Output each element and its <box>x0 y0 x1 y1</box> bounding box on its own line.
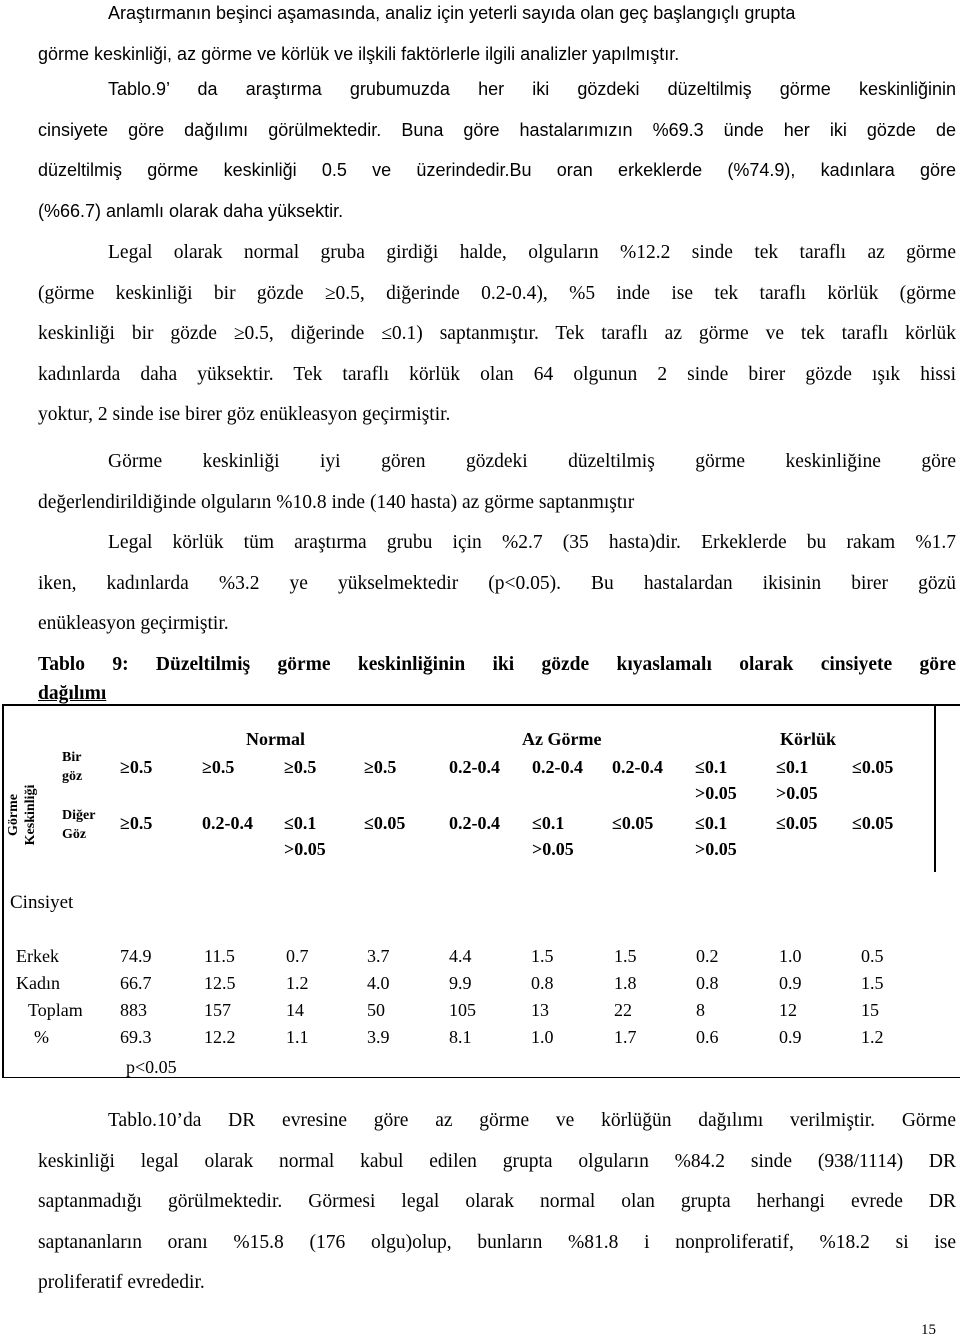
diger-goz-cell: 0.2-0.4 <box>202 813 253 833</box>
text-line: enükleasyon geçirmiştir. <box>38 613 229 634</box>
table-cell: 105 <box>449 1000 476 1020</box>
text-line: kadınlarda daha yüksektir. Tek taraflı körlük olan 64 olgunun 2 sinde birer gözde ışık hissi <box>38 363 956 385</box>
table-cell: 8 <box>696 1000 705 1020</box>
row-label-bir-goz <box>62 748 82 786</box>
table-cell: 1.5 <box>614 946 637 966</box>
table-cell: 0.8 <box>531 973 554 993</box>
bir-goz-cell <box>776 754 818 806</box>
side-label-line: Keskinliği <box>23 784 38 846</box>
diger-goz-cell: 0.2-0.4 <box>449 813 500 833</box>
row-label: % <box>34 1027 49 1047</box>
cell-line: >0.05 <box>695 783 737 803</box>
paragraph-2 <box>38 69 956 231</box>
text-line: Görme keskinliği iyi gören gözdeki düzeltilmiş görme keskinliğine göre <box>108 451 956 472</box>
diger-goz-cell: ≥0.5 <box>120 813 153 833</box>
header-normal: Normal <box>246 729 305 749</box>
text-line: Legal körlük tüm araştırma grubu için %2.7 (35 hasta)dir. Erkeklerde bu rakam %1.7 <box>108 532 956 553</box>
text-line: Araştırmanın beşinci aşamasında, analiz için yeterli sayıda olan geç başlangıçlı grupta <box>108 3 796 23</box>
row-label: Toplam <box>28 1000 83 1020</box>
cell-line: ≤0.1 <box>776 757 809 777</box>
header-az-gorme: Az Görme <box>522 729 602 749</box>
text-line: (görme keskinliği bir gözde ≥0.5, diğerinde 0.2-0.4), %5 inde ise tek taraflı körlük (görme <box>38 282 956 304</box>
bir-goz-cell: 0.2-0.4 <box>449 757 500 777</box>
table-cell: 4.4 <box>449 946 472 966</box>
table-cell: 1.0 <box>531 1027 554 1047</box>
text-line: proliferatif evrededir. <box>38 1272 205 1293</box>
table-cell: 1.2 <box>861 1027 884 1047</box>
table-cell: 1.5 <box>531 946 554 966</box>
table-cell: 12.2 <box>204 1027 236 1047</box>
table-cell: 50 <box>367 1000 385 1020</box>
table-caption <box>38 650 956 708</box>
bir-goz-cell <box>695 754 737 806</box>
cell-line: >0.05 <box>284 839 326 859</box>
cell-line: ≤0.1 <box>532 813 565 833</box>
diger-goz-cell: ≤0.05 <box>776 813 818 833</box>
diger-goz-cell <box>532 810 574 862</box>
table-cell: 1.0 <box>779 946 802 966</box>
page-number: 15 <box>921 1322 936 1338</box>
table-cell: 69.3 <box>120 1027 152 1047</box>
bir-goz-cell: 0.2-0.4 <box>612 757 663 777</box>
text-line: yoktur, 2 sinde ise birer göz enükleasyon geçirmiştir. <box>38 404 451 425</box>
table-cell: 1.7 <box>614 1027 637 1047</box>
side-label-line: Görme <box>6 794 21 836</box>
text-line: saptananların oranı %15.8 (176 olgu)olup, bunların %81.8 i nonproliferatif, %18.2 si ise <box>38 1231 956 1253</box>
table-cell: 3.9 <box>367 1027 390 1047</box>
table-cell: 74.9 <box>120 946 152 966</box>
cell-line: ≤0.1 <box>695 757 728 777</box>
table-cell: 13 <box>531 1000 549 1020</box>
text-line: görme keskinliği, az görme ve körlük ve ilşkili faktörlerle ilgili analizler yapılmıştır. <box>38 43 680 64</box>
table-cell: 22 <box>614 1000 632 1020</box>
table-cell: 3.7 <box>367 946 390 966</box>
header-korluk: Körlük <box>780 729 837 749</box>
table-cell: 1.2 <box>286 973 309 993</box>
text-line: Tablo.9’ da araştırma grubumuzda her iki gözdeki düzeltilmiş görme keskinliğinin <box>108 79 956 99</box>
paragraph-6 <box>38 1101 956 1304</box>
diger-goz-cell: ≤0.05 <box>852 813 894 833</box>
table-cell: 0.6 <box>696 1027 719 1047</box>
diger-goz-cell: ≤0.05 <box>612 813 654 833</box>
paragraph-4 <box>38 442 956 523</box>
bir-goz-cell: ≥0.5 <box>120 757 153 777</box>
text-line: saptanmadığı görülmektedir. Görmesi legal olarak normal olan grupta herhangi evrede DR <box>38 1191 956 1212</box>
text-line: keskinliği legal olarak normal kabul edilen grupta olguların %84.2 sinde (938/1114) DR <box>38 1150 956 1172</box>
cell-line: >0.05 <box>695 839 737 859</box>
table-cell: 883 <box>120 1000 147 1020</box>
text-line: keskinliği bir gözde ≥0.5, diğerinde ≤0.1) saptanmıştır. Tek taraflı az görme ve tek taraflı körlük <box>38 323 956 344</box>
cell-line: ≤0.1 <box>284 813 317 833</box>
table-cell: 8.1 <box>449 1027 472 1047</box>
table-cell: 0.7 <box>286 946 309 966</box>
table-inner-border <box>934 704 936 872</box>
row-label-line: Bir <box>62 750 82 765</box>
table-cell: 0.9 <box>779 973 802 993</box>
row-label-line: Diğer <box>62 808 96 823</box>
caption-line: Tablo 9: Düzeltilmiş görme keskinliğinin iki gözde kıyaslamalı olarak cinsiyete göre <box>38 654 956 675</box>
text-line: Tablo.10’da DR evresine göre az görme ve körlüğün dağılımı verilmiştir. Görme <box>108 1110 956 1131</box>
diger-goz-cell: ≤0.05 <box>364 813 406 833</box>
bir-goz-cell: 0.2-0.4 <box>532 757 583 777</box>
table-cell: 1.5 <box>861 973 884 993</box>
table-cell: 1.1 <box>286 1027 309 1047</box>
paragraph-5 <box>38 523 956 645</box>
diger-goz-cell <box>695 810 737 862</box>
text-line: Legal olarak normal gruba girdiği halde, olguların %12.2 sinde tek taraflı az görme <box>108 242 956 263</box>
table-cell: 9.9 <box>449 973 472 993</box>
text-line: düzeltilmiş görme keskinliği 0.5 ve üzerindedir.Bu oran erkeklerde (%74.9), kadınlara göre <box>38 160 956 180</box>
row-label-diger-goz <box>62 806 95 844</box>
row-label-line: Göz <box>62 827 87 842</box>
table-cell: 4.0 <box>367 973 390 993</box>
table-footnote: p<0.05 <box>126 1057 177 1077</box>
table-cell: 12.5 <box>204 973 236 993</box>
text-line: değerlendirildiğinde olguların %10.8 inde (140 hasta) az görme saptanmıştır <box>38 491 635 513</box>
table-cell: 0.2 <box>696 946 719 966</box>
bir-goz-cell: ≥0.5 <box>364 757 397 777</box>
table-cell: 14 <box>286 1000 304 1020</box>
text-line: iken, kadınlarda %3.2 ye yükselmektedir (p<0.05). Bu hastalardan ikisinin birer gözü <box>38 572 956 594</box>
table-cell: 0.5 <box>861 946 884 966</box>
text-line: cinsiyete göre dağılımı görülmektedir. Buna göre hastalarımızın %69.3 ünde her iki gözde de <box>38 119 956 140</box>
cinsiyet-label: Cinsiyet <box>10 892 74 913</box>
row-label: Erkek <box>16 946 59 966</box>
table-cell: 157 <box>204 1000 231 1020</box>
table-cell: 12 <box>779 1000 797 1020</box>
bir-goz-cell: ≤0.05 <box>852 757 894 777</box>
caption-line: dağılımı <box>38 683 107 704</box>
bir-goz-cell: ≥0.5 <box>284 757 317 777</box>
table-cell: 15 <box>861 1000 879 1020</box>
diger-goz-cell <box>284 810 326 862</box>
cell-line: ≤0.1 <box>695 813 728 833</box>
side-label-gorme-keskinligi <box>5 785 39 846</box>
bir-goz-cell: ≥0.5 <box>202 757 235 777</box>
cell-line: >0.05 <box>776 783 818 803</box>
text-line: (%66.7) anlamlı olarak daha yüksektir. <box>38 200 344 221</box>
paragraph-3 <box>38 233 956 436</box>
table-cell: 1.8 <box>614 973 637 993</box>
table-cell: 0.9 <box>779 1027 802 1047</box>
paragraph-1 <box>38 0 956 74</box>
table-cell: 0.8 <box>696 973 719 993</box>
row-label-line: göz <box>62 769 83 784</box>
table-cell: 11.5 <box>204 946 235 966</box>
table-cell: 66.7 <box>120 973 152 993</box>
cell-line: >0.05 <box>532 839 574 859</box>
row-label: Kadın <box>16 973 60 993</box>
